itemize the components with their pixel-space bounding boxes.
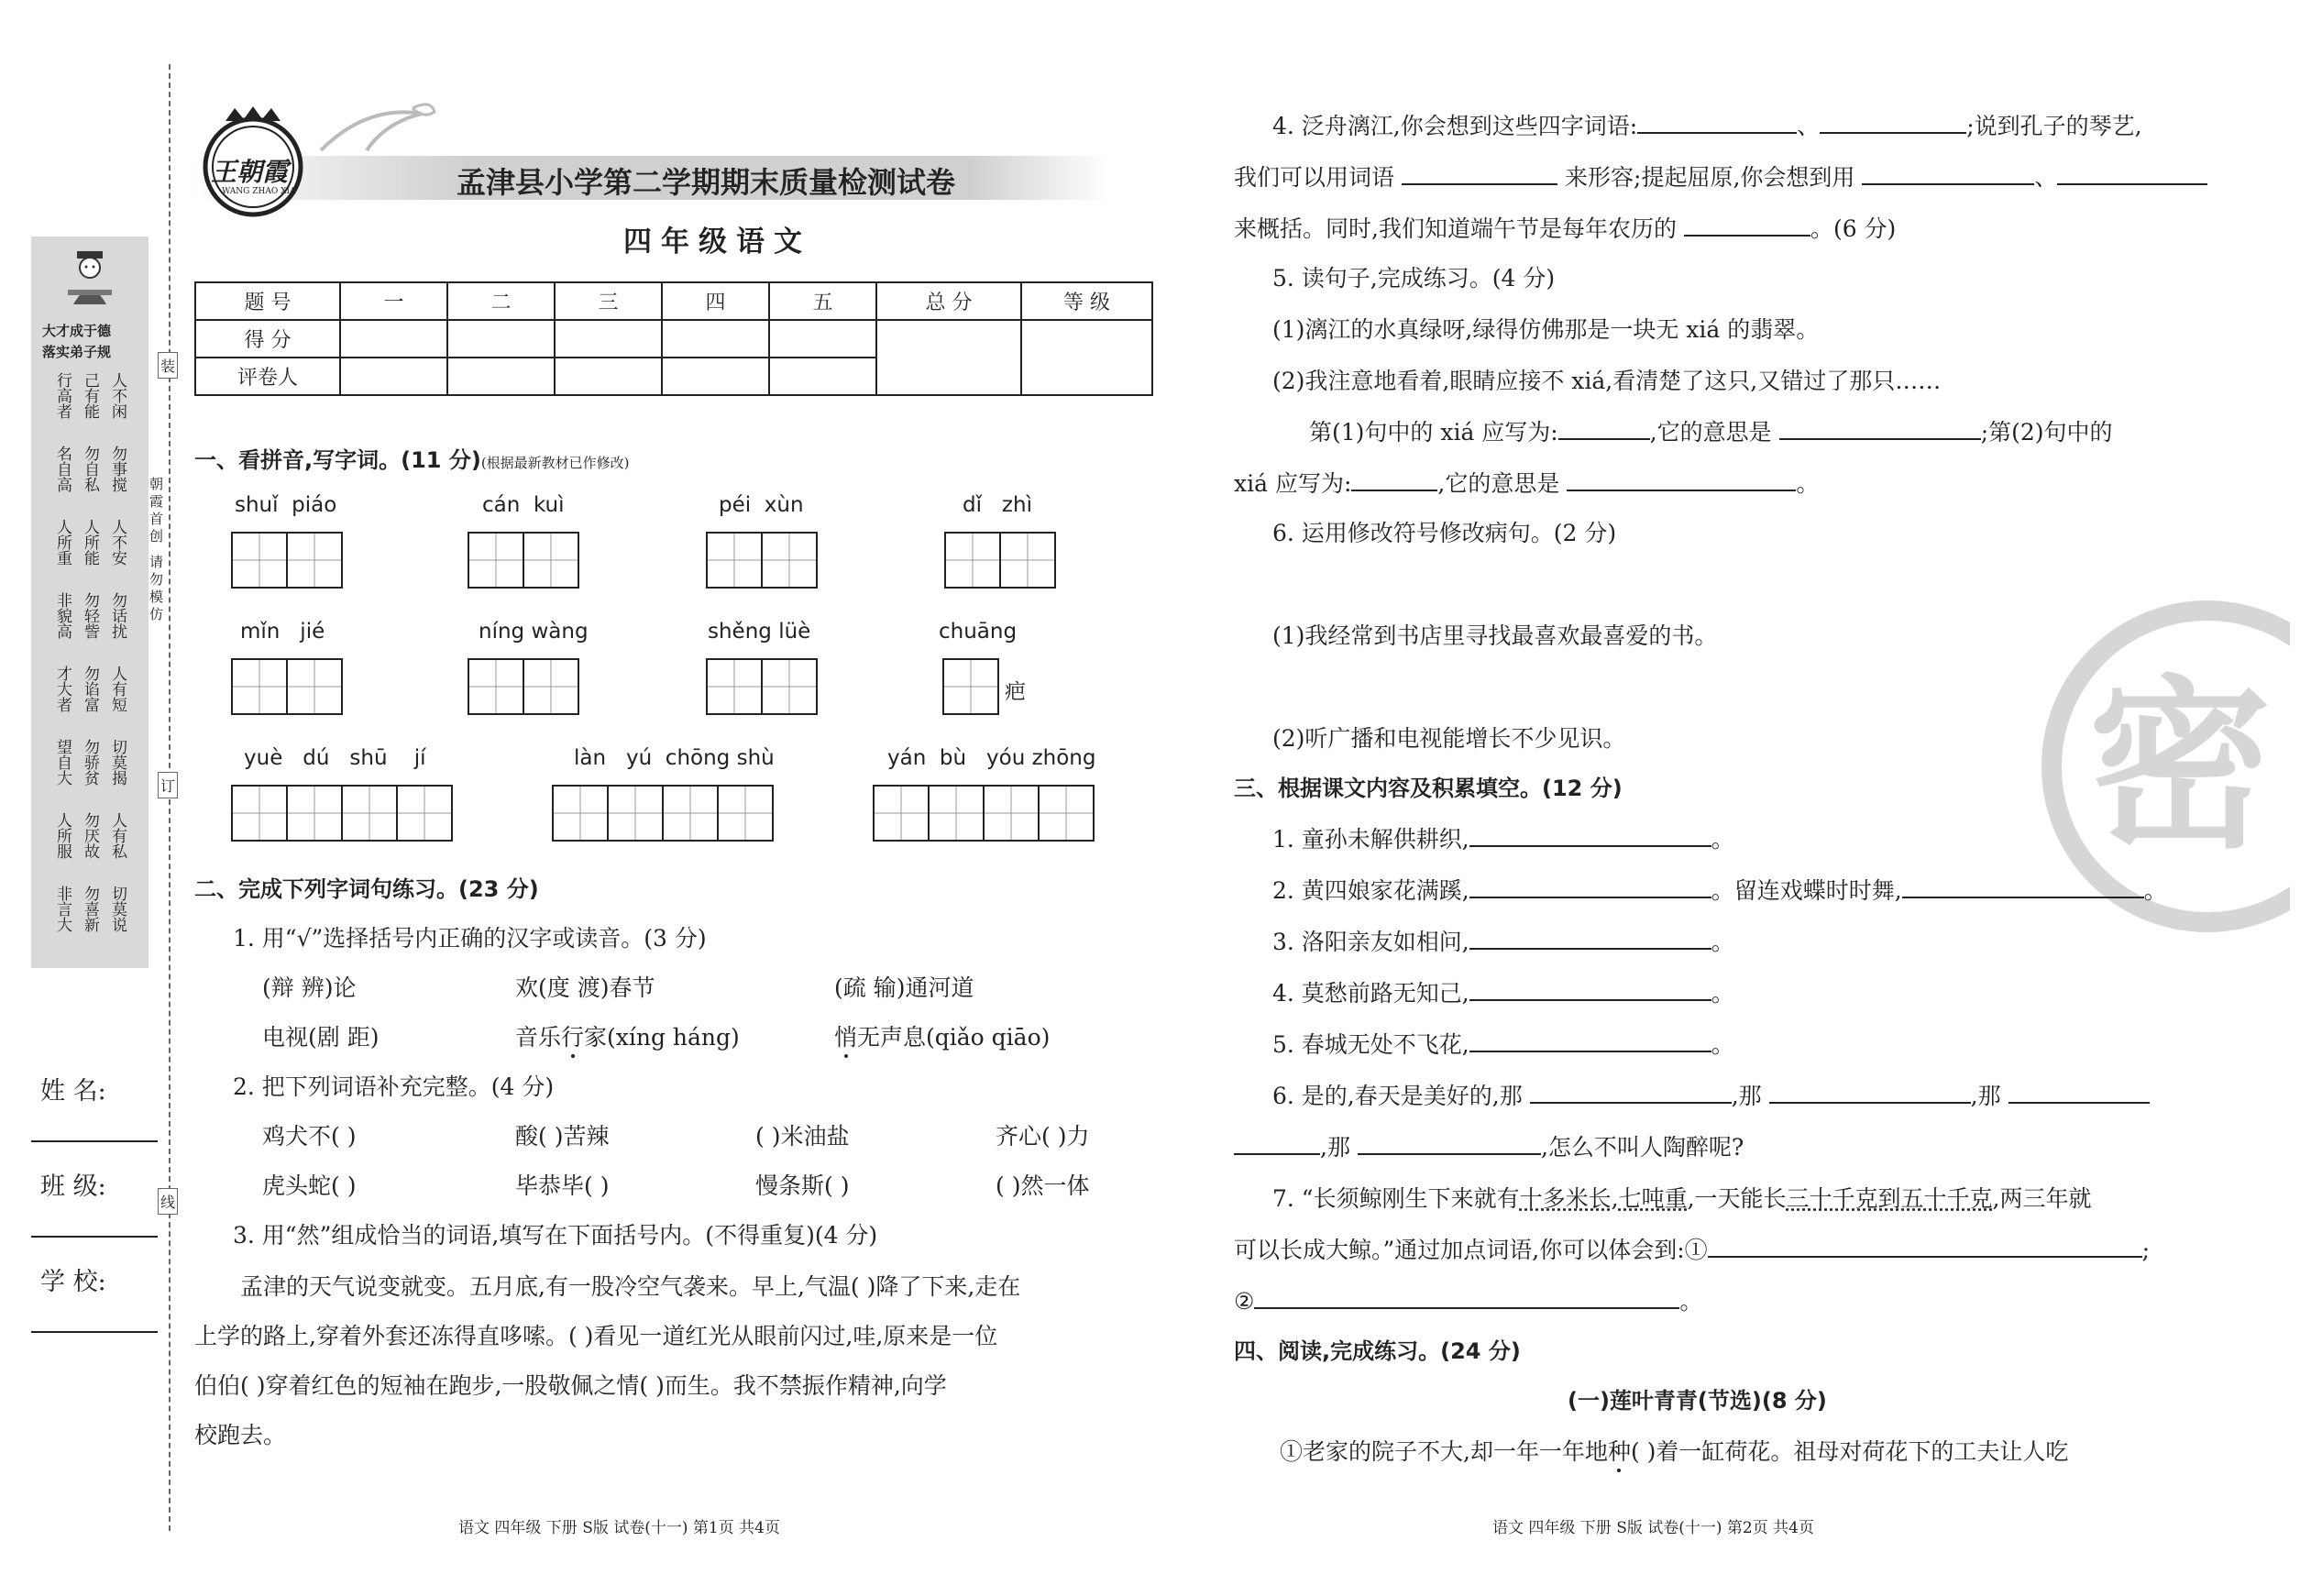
score-cell[interactable] xyxy=(555,320,662,358)
s3-6-blank-4[interactable] xyxy=(1234,1133,1320,1155)
motto-column: 人所能 xyxy=(81,519,99,566)
box-group-11[interactable] xyxy=(875,785,1095,842)
motto-columns xyxy=(50,372,141,959)
s3-item-7c xyxy=(1234,1283,1702,1316)
logo-text: 王朝霞 xyxy=(211,157,289,187)
box-group-1[interactable] xyxy=(233,532,343,589)
grader-cell[interactable] xyxy=(447,358,555,395)
total-cell[interactable] xyxy=(876,320,1021,395)
section1-note: (根据最新教材已作修改) xyxy=(480,455,630,471)
s3-blank-1[interactable] xyxy=(1469,825,1711,847)
reading-title: (一)莲叶青青(节选)(8 分) xyxy=(1568,1388,1827,1414)
q2-item-4[interactable]: 齐心( )力 xyxy=(996,1123,1090,1150)
class-field[interactable] xyxy=(31,1236,158,1238)
section1-title-text: 一、看拼音,写字词。(11 分) xyxy=(194,447,481,473)
s3-7-text-g: ,两三年就 xyxy=(1992,1185,2092,1212)
s3-item-6b xyxy=(1234,1129,1744,1162)
s3-7-text-h: 可以长成大鲸。”通过加点词语,你可以体会到:① xyxy=(1234,1237,1708,1263)
footer-right: 语文 四年级 下册 S版 试卷(十一) 第2页 共4页 xyxy=(1492,1519,1814,1537)
s3-6-blank-2[interactable] xyxy=(1769,1082,1971,1104)
q3-prompt: 3. 用“然”组成恰当的词语,填写在下面括号内。(不得重复)(4 分) xyxy=(233,1222,878,1249)
s3-item-1 xyxy=(1272,821,1734,854)
q1-item-1[interactable]: (辩 辨)论 xyxy=(262,974,357,1001)
motto-column: 人所重 xyxy=(53,519,72,566)
q4-line-1 xyxy=(1272,108,2142,141)
s3-text-4: 4. 莫愁前路无知己, xyxy=(1272,980,1469,1007)
watermark-char: 密 xyxy=(2088,658,2272,874)
s3-7-blank-2[interactable] xyxy=(1254,1287,1679,1309)
s3-text-3: 3. 洛阳亲友如相问, xyxy=(1272,929,1469,955)
score-cell[interactable] xyxy=(340,320,447,358)
class-label: 班 级: xyxy=(40,1172,106,1201)
s3-item-7a xyxy=(1272,1181,2092,1214)
section1-title xyxy=(194,442,630,474)
pinyin-6: níng wàng xyxy=(479,620,589,644)
score-cell[interactable] xyxy=(769,320,876,358)
s3-7-text-a: 7. “长须鲸刚生下来就有 xyxy=(1272,1185,1520,1212)
motto-column: 勿事搅 xyxy=(108,446,127,492)
q5-blank-4[interactable] xyxy=(1567,469,1796,491)
s3-blank-2[interactable] xyxy=(1469,876,1711,898)
score-table-header xyxy=(195,282,1152,320)
s3-item-7b xyxy=(1234,1232,2150,1265)
q2-item-1[interactable]: 鸡犬不( ) xyxy=(262,1123,357,1150)
q1-item-4[interactable]: 电视(剧 距) xyxy=(262,1024,380,1051)
box-group-4[interactable] xyxy=(946,532,1056,589)
s3-end-4: 。 xyxy=(1711,980,1734,1007)
motto-column: 勿自私 xyxy=(81,446,99,492)
q2-item-3[interactable]: ( )米油盐 xyxy=(755,1123,850,1150)
s3-6-text-4: ,那 xyxy=(1320,1134,1350,1161)
motto-top-1: 大才成于德 xyxy=(42,323,112,339)
grader-cell[interactable] xyxy=(662,358,769,395)
q5-text-4: xiá 应写为: xyxy=(1234,470,1352,497)
motto-column: 勿谄富 xyxy=(81,666,99,712)
q4-text-3: 我们可以用词语 xyxy=(1234,164,1395,191)
q1-item-3[interactable]: (疏 输)通河道 xyxy=(834,974,974,1001)
q4-blank-6[interactable] xyxy=(1684,215,1810,237)
pinyin-11: yán bù yóu zhōng xyxy=(887,746,1096,770)
th-2: 二 xyxy=(447,282,555,320)
s3-7-dotted-3: 三十千克到五十千克 xyxy=(1786,1185,1993,1212)
fold-label-ding: 订 xyxy=(158,772,178,798)
s3-text-1: 1. 童孙未解供耕织, xyxy=(1272,826,1469,853)
th-question: 题 号 xyxy=(195,282,340,320)
q5-sentence-1: (1)漓江的水真绿呀,绿得仿佛那是一块无 xiá 的翡翠。 xyxy=(1272,316,1820,343)
q5-answer-line-1 xyxy=(1309,414,2113,447)
name-field[interactable] xyxy=(31,1140,158,1142)
box-group-6[interactable] xyxy=(469,658,579,715)
box-group-2[interactable] xyxy=(469,532,579,589)
th-grade: 等 级 xyxy=(1021,282,1152,320)
q1-item-5-dotted: 行 xyxy=(561,1024,585,1051)
motto-column: 勿骄贫 xyxy=(81,739,99,786)
pinyin-2: cán kuì xyxy=(482,493,565,517)
q1-item-6[interactable] xyxy=(834,1019,1050,1052)
motto-column: 勿话扰 xyxy=(108,592,127,639)
fold-label-xian: 线 xyxy=(158,1188,178,1215)
section2-title: 二、完成下列字词句练习。(23 分) xyxy=(194,876,539,902)
s3-6-text-1: 6. 是的,春天是美好的,那 xyxy=(1272,1083,1523,1109)
grader-cell[interactable] xyxy=(769,358,876,395)
q4-line-3 xyxy=(1234,211,1896,244)
grader-cell[interactable] xyxy=(555,358,662,395)
vertical-note: 朝霞首创 请勿模仿 xyxy=(148,477,164,624)
row-grader-label: 评卷人 xyxy=(195,358,340,395)
grade-cell[interactable] xyxy=(1021,320,1152,395)
q4-blank-5[interactable] xyxy=(2057,163,2207,185)
s3-7-text-e: ,一天能长 xyxy=(1687,1185,1787,1212)
q5-blank-1[interactable] xyxy=(1558,418,1650,440)
q3-line-1: 孟津的天气说变就变。五月底,有一股冷空气袭来。早上,气温( )降了下来,走在 xyxy=(240,1273,1021,1300)
motto-top-2: 落实弟子规 xyxy=(42,344,112,360)
q5-text-3: ;第(2)句中的 xyxy=(1980,419,2113,446)
s3-end-5: 。 xyxy=(1711,1031,1734,1058)
score-cell[interactable] xyxy=(662,320,769,358)
q6-sentence-1[interactable]: (1)我经常到书店里寻找最喜欢最喜爱的书。 xyxy=(1272,622,1718,649)
q1-item-5[interactable] xyxy=(515,1019,740,1052)
motto-column: 人不安 xyxy=(108,519,127,566)
q1-item-6-b: 无声息(qiǎo qiāo) xyxy=(857,1024,1051,1051)
school-label: 学 校: xyxy=(40,1268,106,1296)
s3-item-6a xyxy=(1272,1078,2150,1111)
section3-title: 三、根据课文内容及积累填空。(12 分) xyxy=(1234,776,1623,801)
s3-text-5: 5. 春城无处不飞花, xyxy=(1272,1031,1469,1058)
pinyin-3: péi xùn xyxy=(719,493,804,517)
box-group-8[interactable] xyxy=(944,658,999,715)
s3-blank-4[interactable] xyxy=(1469,928,1711,950)
box-group-5[interactable] xyxy=(233,658,343,715)
q4-sep-2: 、 xyxy=(2034,164,2058,191)
pinyin-5: mǐn jié xyxy=(240,620,325,644)
s3-7-text-k: 。 xyxy=(1679,1288,1703,1315)
th-total: 总 分 xyxy=(876,282,1021,320)
s3-6-text-5: ,怎么不叫人陶醉呢? xyxy=(1540,1134,1744,1161)
q4-blank-1[interactable] xyxy=(1637,112,1797,134)
row-score-label: 得 分 xyxy=(195,320,340,358)
q6-prompt: 6. 运用修改符号修改病句。(2 分) xyxy=(1272,520,1617,546)
box-suffix-char: 疤 xyxy=(1005,680,1026,704)
s3-6-text-2: ,那 xyxy=(1731,1083,1762,1109)
q3-line-3: 伯伯( )穿着红色的短袖在跑步,一股敬佩之情( )而生。我不禁振作精神,向学 xyxy=(194,1372,947,1399)
q2-item-6[interactable]: 毕恭毕( ) xyxy=(515,1172,610,1199)
motto-column: 非言大 xyxy=(53,886,72,932)
s3-blank-3[interactable] xyxy=(1902,876,2144,898)
q1-item-2[interactable]: 欢(度 渡)春节 xyxy=(515,974,655,1001)
pinyin-9: yuè dú shū jí xyxy=(244,746,426,770)
q4-blank-4[interactable] xyxy=(1862,163,2034,185)
q5-sentence-2: (2)我注意地看着,眼睛应接不 xiá,看清楚了这只,又错过了那只…… xyxy=(1272,368,1942,394)
reading-text-b: ( )着一缸荷花。祖母对荷花下的工夫让人吃 xyxy=(1630,1438,2069,1465)
q5-answer-line-2 xyxy=(1234,466,1819,499)
s3-item-3 xyxy=(1272,924,1734,957)
pinyin-1: shuǐ piáo xyxy=(235,493,337,517)
q1-item-6-dotted: 悄 xyxy=(834,1024,858,1051)
th-1: 一 xyxy=(340,282,447,320)
reading-para-1 xyxy=(1280,1434,2068,1467)
q4-text-2: ;说到孔子的琴艺, xyxy=(1966,113,2142,139)
q4-sep-1: 、 xyxy=(1797,113,1821,139)
s3-6-blank-5[interactable] xyxy=(1358,1133,1541,1155)
motto-column: 勿轻訾 xyxy=(81,592,99,639)
motto-column: 勿厌故 xyxy=(81,812,99,859)
sidebar-motto-panel xyxy=(31,237,149,968)
motto-column: 才大者 xyxy=(53,666,72,712)
motto-column: 己有能 xyxy=(81,372,99,419)
q1-item-5-a: 音乐 xyxy=(515,1024,562,1051)
q5-blank-2[interactable] xyxy=(1779,418,1981,440)
score-table xyxy=(194,281,1153,396)
th-4: 四 xyxy=(662,282,769,320)
q5-blank-3[interactable] xyxy=(1351,469,1437,491)
box-group-3[interactable] xyxy=(708,532,818,589)
section4-title: 四、阅读,完成练习。(24 分) xyxy=(1234,1338,1521,1364)
motto-column: 人有短 xyxy=(108,666,127,712)
q2-prompt: 2. 把下列词语补充完整。(4 分) xyxy=(233,1073,555,1100)
s3-7-text-c: , xyxy=(1611,1185,1619,1212)
motto-column: 名自高 xyxy=(53,446,72,492)
publisher-logo xyxy=(194,103,312,220)
q4-text-1: 4. 泛舟漓江,你会想到这些四字词语: xyxy=(1272,113,1638,139)
motto-column: 切莫揭 xyxy=(108,739,127,786)
q5-text-1: 第(1)句中的 xiá 应写为: xyxy=(1309,419,1558,446)
s3-7-dotted-2: 七吨重 xyxy=(1618,1185,1688,1212)
motto-column: 望自大 xyxy=(53,739,72,786)
reading-text-a: ①老家的院子不大,却一年一年地 xyxy=(1280,1438,1608,1465)
q4-blank-2[interactable] xyxy=(1820,112,1966,134)
q2-item-5[interactable]: 虎头蛇( ) xyxy=(262,1172,357,1199)
score-cell[interactable] xyxy=(447,320,555,358)
grader-cell[interactable] xyxy=(340,358,447,395)
box-group-9[interactable] xyxy=(233,785,453,842)
s3-7-text-i: ; xyxy=(2141,1237,2151,1263)
q4-text-4: 来形容;提起屈原,你会想到用 xyxy=(1565,164,1855,191)
scholar-figure-icon xyxy=(62,249,117,308)
q4-blank-3[interactable] xyxy=(1402,163,1557,185)
s3-6-text-3: ,那 xyxy=(1970,1083,2001,1109)
box-group-7[interactable] xyxy=(708,658,818,715)
motto-column: 人不闲 xyxy=(108,372,127,419)
motto-column: 行高者 xyxy=(53,372,72,419)
exam-title: 孟津县小学第二学期期末质量检测试卷 xyxy=(457,165,956,200)
logo-subtext: WANG ZHAO XIA xyxy=(222,187,296,196)
pinyin-4: dǐ zhì xyxy=(963,493,1032,517)
s3-text-2: 2. 黄四娘家花满蹊, xyxy=(1272,877,1469,904)
exam-subtitle: 四年级语文 xyxy=(623,226,811,259)
s3-end-2: 。 xyxy=(2143,877,2167,904)
fold-label-zhuang: 装 xyxy=(158,352,178,379)
q4-text-5: 来概括。同时,我们知道端午节是每年农历的 xyxy=(1234,215,1677,242)
s3-7-dotted-1: 十多米长 xyxy=(1519,1185,1612,1212)
q2-item-2[interactable]: 酸( )苦辣 xyxy=(515,1123,610,1150)
s3-end-3: 。 xyxy=(1711,929,1734,955)
s3-text-2b: 。留连戏蝶时时舞, xyxy=(1711,877,1902,904)
motto-column: 非貌高 xyxy=(53,592,72,639)
pinyin-8: chuāng xyxy=(939,620,1018,644)
box-group-10[interactable] xyxy=(554,785,774,842)
q4-line-2 xyxy=(1234,160,2207,193)
q5-text-6: 。 xyxy=(1796,470,1820,497)
name-label: 姓 名: xyxy=(40,1077,106,1106)
q5-prompt: 5. 读句子,完成练习。(4 分) xyxy=(1272,265,1556,292)
pinyin-10: làn yú chōng shù xyxy=(574,746,775,770)
motto-column: 勿喜新 xyxy=(81,886,99,932)
s3-6-blank-3[interactable] xyxy=(2008,1082,2150,1104)
th-3: 三 xyxy=(555,282,662,320)
q2-item-7[interactable]: 慢条斯( ) xyxy=(755,1172,850,1199)
score-row xyxy=(195,320,1152,358)
s3-item-5 xyxy=(1272,1027,1734,1060)
q2-item-8[interactable]: ( )然一体 xyxy=(996,1172,1090,1199)
motto-column: 切莫说 xyxy=(108,886,127,932)
q4-text-6: 。(6 分) xyxy=(1810,215,1897,242)
q3-line-2: 上学的路上,穿着外套还冻得直哆嗦。( )看见一道红光从眼前闪过,哇,原来是一位 xyxy=(194,1323,998,1349)
q3-line-4: 校跑去。 xyxy=(194,1422,287,1448)
s3-item-2 xyxy=(1272,873,2167,906)
q5-text-2: ,它的意思是 xyxy=(1649,419,1772,446)
th-5: 五 xyxy=(769,282,876,320)
s3-7-blank-1[interactable] xyxy=(1708,1236,2142,1258)
pinyin-7: shěng lüè xyxy=(708,620,811,644)
q5-text-5: ,它的意思是 xyxy=(1437,470,1560,497)
s3-end-1: 。 xyxy=(1711,826,1734,853)
footer-left: 语文 四年级 下册 S版 试卷(十一) 第1页 共4页 xyxy=(458,1519,780,1537)
s3-item-4 xyxy=(1272,975,1734,1008)
s3-blank-6[interactable] xyxy=(1469,1030,1711,1052)
s3-6-blank-1[interactable] xyxy=(1530,1082,1732,1104)
s3-blank-5[interactable] xyxy=(1469,979,1711,1001)
q1-item-5-b: 家(xíng háng) xyxy=(584,1024,740,1051)
school-field[interactable] xyxy=(31,1331,158,1333)
s3-7-text-j: ② xyxy=(1234,1288,1255,1315)
q6-sentence-2[interactable]: (2)听广播和电视能增长不少见识。 xyxy=(1272,725,1626,752)
motto-column: 人所服 xyxy=(53,812,72,859)
ribbon-decoration-icon xyxy=(312,95,440,160)
reading-dotted-char: 种 xyxy=(1607,1438,1631,1465)
q1-prompt: 1. 用“√”选择括号内正确的汉字或读音。(3 分) xyxy=(233,925,707,952)
motto-column: 人有私 xyxy=(108,812,127,859)
